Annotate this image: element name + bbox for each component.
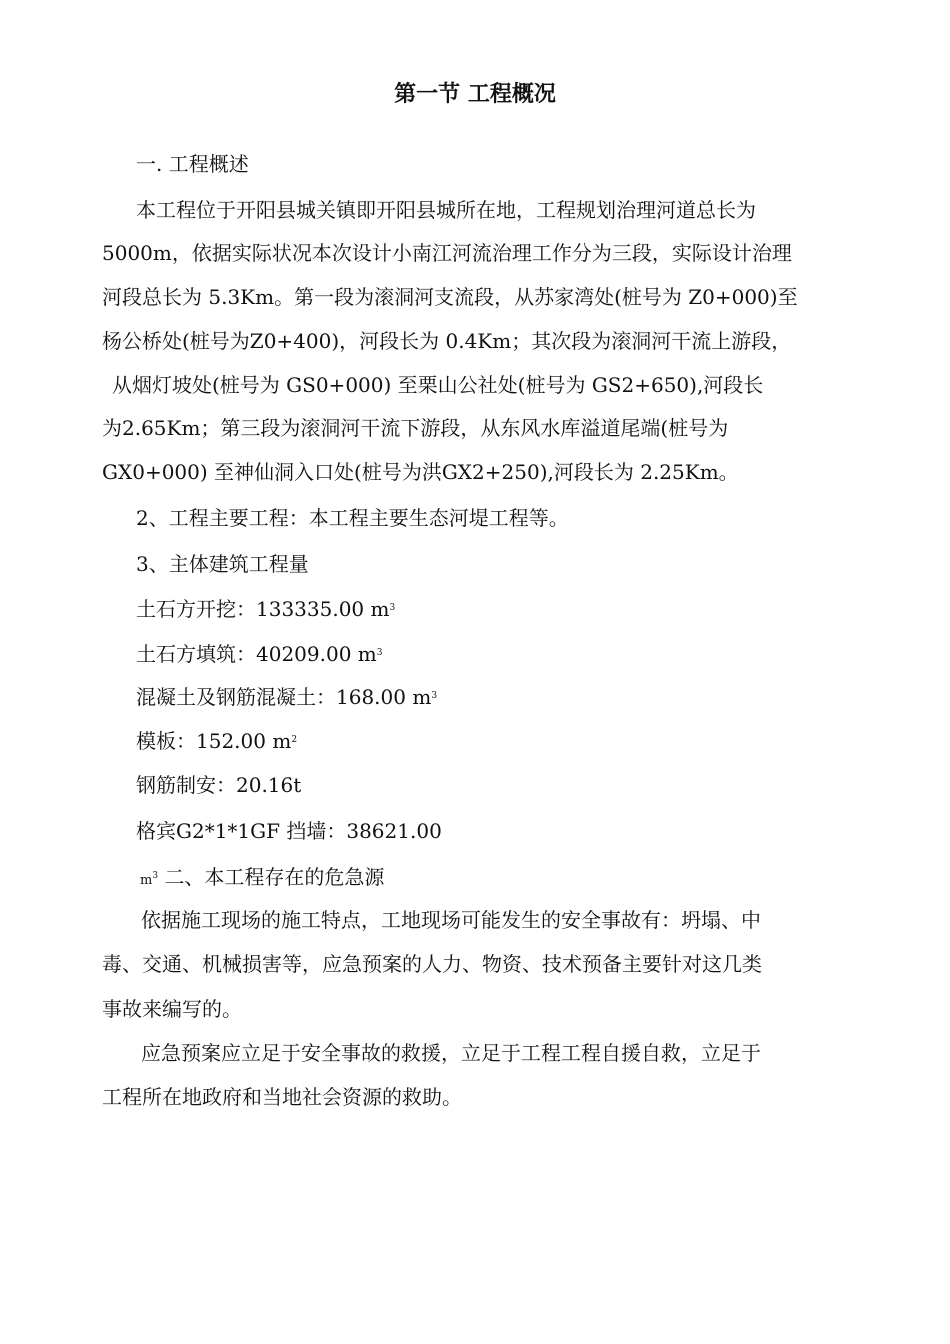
overview-line-3: 河段总长为 5.3Km。第一段为滚洞河支流段，从苏家湾处(桩号为 Z0+000)至 — [102, 285, 798, 309]
overview-line-1: 本工程位于开阳县城关镇即开阳县城所在地，工程规划治理河道总长为 — [136, 198, 756, 222]
overview-line-4: 杨公桥处(桩号为Z0+400)，河段长为 0.4Km；其次段为滚洞河干流上游段， — [102, 329, 792, 353]
overview-line-6: 为2.65Km；第三段为滚洞河干流下游段，从东风水库溢道尾端(桩号为 — [102, 416, 729, 440]
quantity-item — [136, 682, 437, 711]
unit-superscript: 3 — [152, 871, 159, 881]
overview-line-2: 5000m，依据实际状况本次设计小南江河流治理工作分为三段，实际设计治理 — [102, 241, 792, 265]
page-title: 第一节 工程概况 — [394, 82, 556, 107]
quantity-text: 土石方填筑：40209.00 m — [136, 642, 377, 666]
quantity-text: 格宾G2*1*1GF 挡墙：38621.00 — [136, 819, 442, 843]
leftover-unit: m — [140, 873, 153, 888]
quantity-item — [136, 726, 297, 755]
unit-superscript: 3 — [389, 603, 396, 613]
unit-superscript: 3 — [376, 648, 383, 658]
section2-heading-line — [140, 862, 384, 895]
hazard-line-1: 依据施工现场的施工特点，工地现场可能发生的安全事故有：坍塌、中 — [141, 908, 761, 932]
principle-line-2: 工程所在地政府和当地社会资源的救助。 — [102, 1085, 462, 1109]
quantity-text: 模板：152.00 m — [136, 729, 292, 753]
quantity-text: 土石方开挖：133335.00 m — [136, 597, 390, 621]
quantity-item — [136, 594, 395, 623]
hazard-line-3: 事故来编写的。 — [102, 997, 242, 1021]
hazard-line-2: 毒、交通、机械损害等，应急预案的人力、物资、技术预备主要针对这几类 — [102, 952, 762, 976]
quantities-heading: 3、主体建筑工程量 — [136, 552, 309, 576]
unit-superscript: 2 — [291, 735, 298, 745]
principle-line-1: 应急预案应立足于安全事故的救援，立足于工程工程自援自救，立足于 — [141, 1041, 761, 1065]
section2-heading: 二、本工程存在的危急源 — [158, 865, 385, 889]
quantity-item — [136, 771, 301, 799]
quantity-text: 钢筋制安：20.16t — [136, 773, 302, 797]
overview-line-7: GX0+000) 至神仙洞入口处(桩号为洪GX2+250),河段长为 2.25Km。 — [102, 460, 739, 484]
quantity-text: 混凝土及钢筋混凝土：168.00 m — [136, 685, 432, 709]
quantity-item — [136, 817, 442, 845]
main-works-line: 2、工程主要工程：本工程主要生态河堤工程等。 — [136, 506, 569, 530]
overview-line-5: 从烟灯坡处(桩号为 GS0+000) 至栗山公社处(桩号为 GS2+650),河段长 — [112, 373, 764, 397]
unit-superscript: 3 — [431, 691, 438, 701]
section1-heading: 一. 工程概述 — [136, 152, 249, 176]
quantity-item — [136, 639, 383, 668]
